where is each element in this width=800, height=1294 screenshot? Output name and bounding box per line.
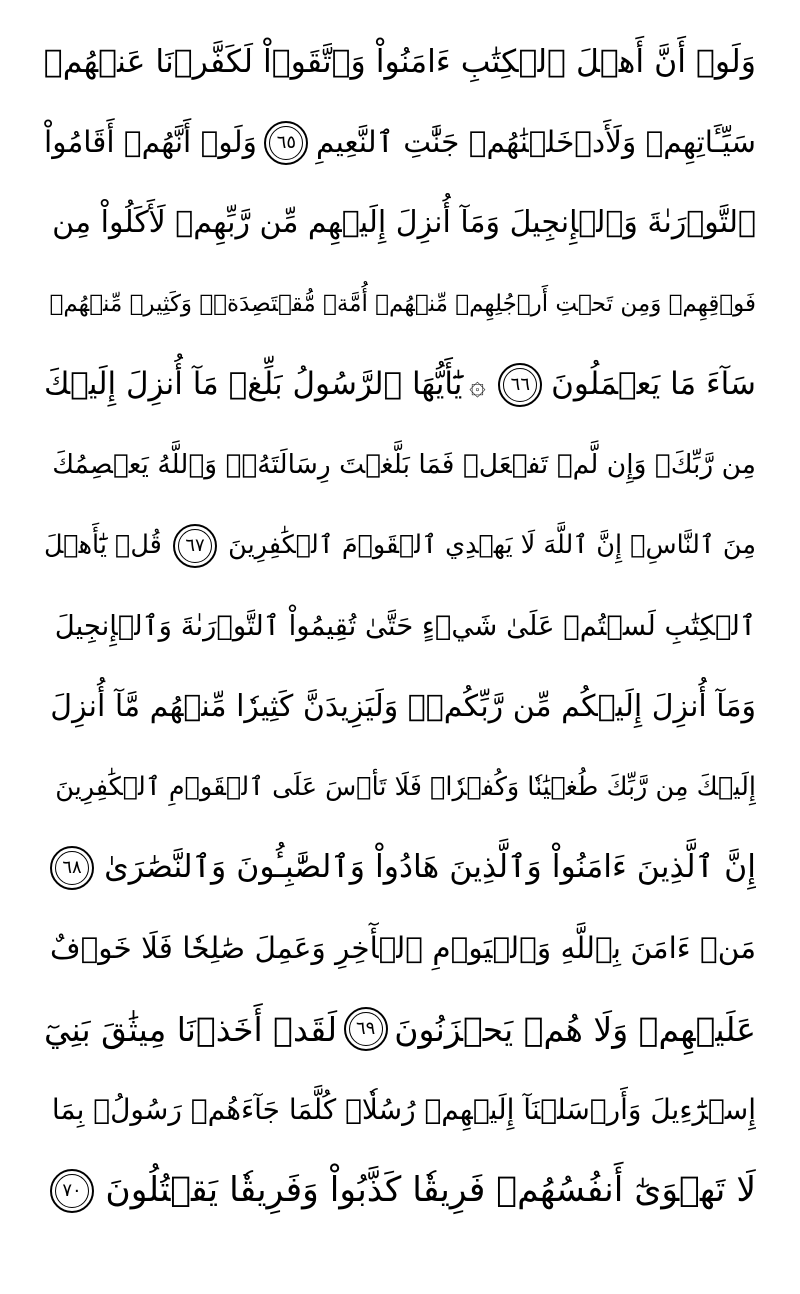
- verse-text: لَقَدۡ أَخَذۡنَا مِيثَٰقَ بَنِيٓ: [44, 1009, 338, 1049]
- verse-text: إِسۡرَٰٓءِيلَ وَأَرۡسَلۡنَآ إِلَيۡهِمۡ رُسُلٗاۖ كُلَّمَا جَآءَهُمۡ رَسُولُۢ بِمَا: [51, 1093, 756, 1127]
- text-line: [44, 747, 756, 828]
- text-line: [44, 667, 756, 748]
- ayah-number-marker: ٦٩: [344, 1007, 388, 1051]
- verse-text: سَآءَ مَا يَعۡمَلُونَ: [551, 366, 756, 403]
- hizb-marker-icon: ۞: [469, 367, 486, 401]
- text-line: [44, 1150, 756, 1231]
- verse-text: وَلَوۡ أَنَّهُمۡ أَقَامُواْ: [44, 125, 257, 160]
- text-line: [44, 344, 756, 425]
- text-line: [44, 264, 756, 345]
- verse-text: سَيِّـَٔاتِهِمۡ وَلَأَدۡخَلۡنَٰهُمۡ جَنَّٰتِ ٱلنَّعِيمِ: [315, 125, 756, 160]
- text-line: [44, 989, 756, 1070]
- text-line: [44, 103, 756, 184]
- verse-text: ٱلتَّوۡرَىٰةَ وَٱلۡإِنجِيلَ وَمَآ أُنزِلَ إِلَيۡهِم مِّن رَّبِّهِمۡ لَأَكَلُواْ مِن: [52, 205, 756, 241]
- text-line: [44, 909, 756, 990]
- ayah-number-marker: ٧٠: [50, 1169, 94, 1213]
- verse-text: وَمَآ أُنزِلَ إِلَيۡكُم مِّن رَّبِّكُمۡۗ وَلَيَزِيدَنَّ كَثِيرٗا مِّنۡهُم مَّآ أُنزِلَ: [50, 689, 756, 725]
- text-line: [44, 183, 756, 264]
- verse-text: مِنَ ٱلنَّاسِۗ إِنَّ ٱللَّهَ لَا يَهۡدِي ٱلۡقَوۡمَ ٱلۡكَٰفِرِينَ: [228, 530, 756, 561]
- ayah-number-marker: ٦٥: [264, 121, 308, 165]
- text-line: [44, 1070, 756, 1151]
- verse-text: مِن رَّبِّكَۖ وَإِن لَّمۡ تَفۡعَلۡ فَمَا بَلَّغۡتَ رِسَالَتَهُۥۚ وَٱللَّهُ يَعۡصِمُكَ: [52, 449, 756, 481]
- verse-text: عَلَيۡهِمۡ وَلَا هُمۡ يَحۡزَنُونَ: [394, 1009, 756, 1049]
- verse-text: قُلۡ يَٰٓأَهۡلَ: [44, 530, 162, 561]
- ayah-number-marker: ٦٨: [50, 846, 94, 890]
- verse-text: لَا تَهۡوَىٰٓ أَنفُسُهُمۡ فَرِيقٗا كَذَّبُواْ وَفَرِيقٗا يَقۡتُلُونَ: [105, 1170, 756, 1211]
- verse-text: إِنَّ ٱلَّذِينَ ءَامَنُواْ وَٱلَّذِينَ هَادُواْ وَٱلصَّٰبِـُٔونَ وَٱلنَّصَٰرَىٰ: [104, 849, 756, 886]
- text-line: [44, 506, 756, 587]
- text-line: [44, 22, 756, 103]
- verse-text: إِلَيۡكَ مِن رَّبِّكَ طُغۡيَٰنٗا وَكُفۡرٗاۖ فَلَا تَأۡسَ عَلَى ٱلۡقَوۡمِ ٱلۡكَٰفِرِينَ: [55, 771, 756, 802]
- verse-text: يَٰٓأَيُّهَا ٱلرَّسُولُ بَلِّغۡ مَآ أُنزِلَ إِلَيۡكَ: [44, 366, 463, 403]
- verse-text: فَوۡقِهِمۡ وَمِن تَحۡتِ أَرۡجُلِهِمۚ مِّنۡهُمۡ أُمَّةٞ مُّقۡتَصِدَةٞۖ وَكَثِيرٞ مِّنۡهُمۡ: [49, 290, 756, 317]
- ayah-number-marker: ٦٦: [498, 363, 542, 407]
- ayah-number-marker: ٦٧: [173, 524, 217, 568]
- text-line: [44, 828, 756, 909]
- text-line: [44, 586, 756, 667]
- verse-text: وَلَوۡ أَنَّ أَهۡلَ ٱلۡكِتَٰبِ ءَامَنُواْ وَٱتَّقَوۡاْ لَكَفَّرۡنَا عَنۡهُمۡ: [44, 43, 756, 80]
- text-line: [44, 425, 756, 506]
- verse-text: مَنۡ ءَامَنَ بِٱللَّهِ وَٱلۡيَوۡمِ ٱلۡأٓخِرِ وَعَمِلَ صَٰلِحٗا فَلَا خَوۡفٌ: [50, 931, 756, 966]
- verse-text: ٱلۡكِتَٰبِ لَسۡتُمۡ عَلَىٰ شَيۡءٍ حَتَّىٰ تُقِيمُواْ ٱلتَّوۡرَىٰةَ وَٱلۡإِنجِيلَ: [54, 609, 756, 642]
